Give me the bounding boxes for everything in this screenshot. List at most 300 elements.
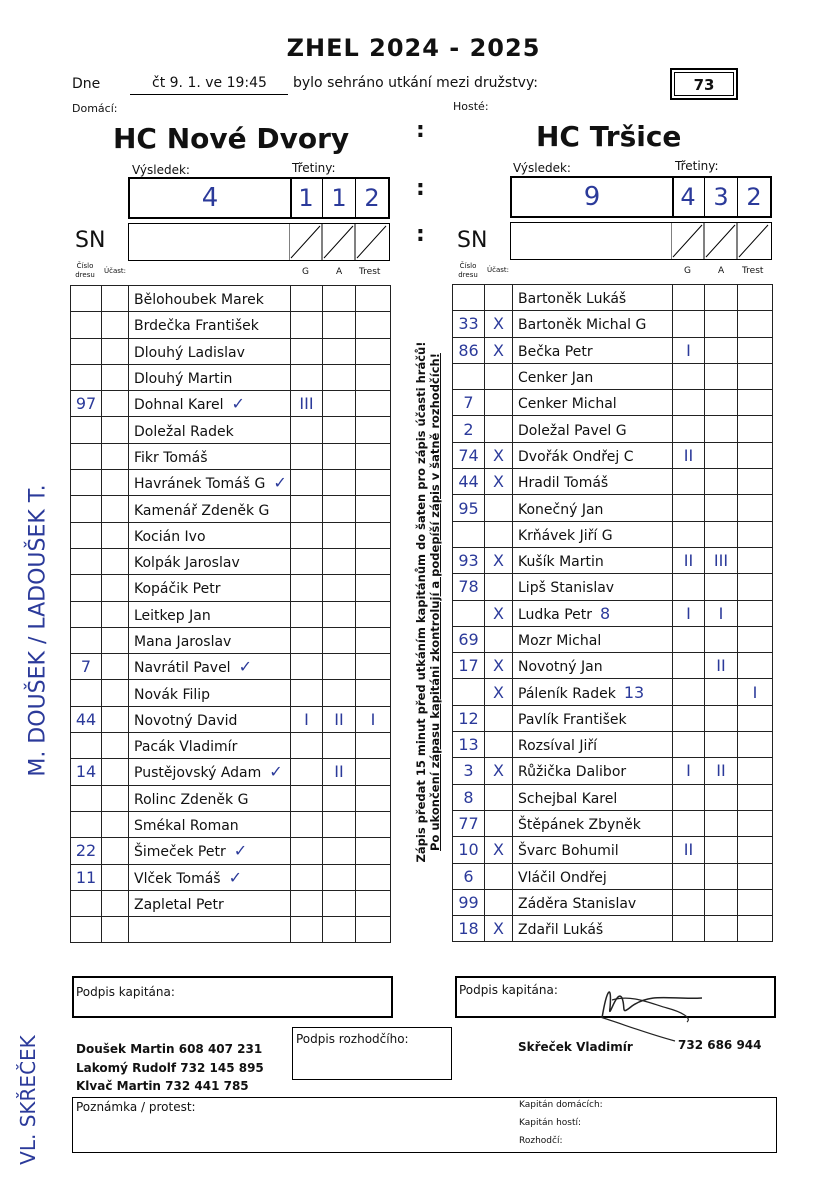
player-penalty[interactable] xyxy=(356,838,391,864)
home-captain-signature-box[interactable] xyxy=(72,976,393,1018)
player-participation[interactable] xyxy=(485,390,513,416)
player-number[interactable] xyxy=(453,285,485,311)
player-penalty[interactable] xyxy=(738,442,773,468)
player-assists[interactable]: I xyxy=(705,600,738,626)
player-penalty[interactable] xyxy=(738,916,773,942)
player-goals[interactable] xyxy=(291,864,323,890)
player-number[interactable] xyxy=(453,521,485,547)
player-goals[interactable] xyxy=(673,653,705,679)
player-goals[interactable] xyxy=(673,626,705,652)
player-number[interactable]: 11 xyxy=(71,864,102,890)
player-goals[interactable] xyxy=(291,496,323,522)
player-participation[interactable] xyxy=(485,495,513,521)
player-penalty[interactable] xyxy=(356,890,391,916)
player-participation[interactable] xyxy=(102,443,129,469)
player-participation[interactable] xyxy=(102,496,129,522)
player-name[interactable] xyxy=(129,443,291,469)
player-name[interactable] xyxy=(129,470,291,496)
player-penalty[interactable] xyxy=(738,416,773,442)
player-name[interactable] xyxy=(129,548,291,574)
player-number[interactable] xyxy=(71,680,102,706)
player-penalty[interactable] xyxy=(356,627,391,653)
player-penalty[interactable] xyxy=(356,575,391,601)
player-goals[interactable] xyxy=(291,548,323,574)
player-name[interactable] xyxy=(129,811,291,837)
player-assists[interactable] xyxy=(323,470,356,496)
player-goals[interactable]: II xyxy=(673,547,705,573)
player-penalty[interactable] xyxy=(356,470,391,496)
player-assists[interactable] xyxy=(705,390,738,416)
player-name[interactable] xyxy=(129,575,291,601)
player-participation[interactable]: X xyxy=(485,337,513,363)
player-number[interactable] xyxy=(71,601,102,627)
player-assists[interactable] xyxy=(323,338,356,364)
player-goals[interactable] xyxy=(291,733,323,759)
player-penalty[interactable] xyxy=(356,286,391,312)
player-number[interactable]: 74 xyxy=(453,442,485,468)
player-number[interactable] xyxy=(71,627,102,653)
player-penalty[interactable] xyxy=(738,495,773,521)
player-assists[interactable] xyxy=(705,469,738,495)
player-assists[interactable] xyxy=(323,391,356,417)
player-penalty[interactable] xyxy=(356,785,391,811)
player-goals[interactable] xyxy=(291,785,323,811)
player-assists[interactable] xyxy=(705,574,738,600)
player-assists[interactable] xyxy=(705,337,738,363)
player-number[interactable] xyxy=(71,443,102,469)
player-goals[interactable] xyxy=(291,601,323,627)
player-penalty[interactable] xyxy=(738,521,773,547)
player-number[interactable] xyxy=(71,890,102,916)
player-penalty[interactable] xyxy=(738,837,773,863)
player-participation[interactable] xyxy=(485,626,513,652)
player-participation[interactable]: X xyxy=(485,837,513,863)
player-goals[interactable] xyxy=(673,863,705,889)
player-participation[interactable] xyxy=(102,759,129,785)
player-number[interactable]: 69 xyxy=(453,626,485,652)
player-number[interactable]: 3 xyxy=(453,758,485,784)
player-number[interactable] xyxy=(71,470,102,496)
player-penalty[interactable] xyxy=(738,626,773,652)
player-participation[interactable] xyxy=(485,863,513,889)
player-participation[interactable]: X xyxy=(485,600,513,626)
player-goals[interactable] xyxy=(291,443,323,469)
player-goals[interactable] xyxy=(673,495,705,521)
player-goals[interactable] xyxy=(291,575,323,601)
player-assists[interactable]: II xyxy=(323,759,356,785)
player-participation[interactable] xyxy=(485,363,513,389)
player-goals[interactable]: I xyxy=(291,706,323,732)
player-assists[interactable] xyxy=(705,863,738,889)
player-goals[interactable] xyxy=(673,916,705,942)
player-number[interactable] xyxy=(453,363,485,389)
player-penalty[interactable]: I xyxy=(738,679,773,705)
player-participation[interactable] xyxy=(102,417,129,443)
player-assists[interactable] xyxy=(323,917,356,943)
player-penalty[interactable] xyxy=(356,864,391,890)
player-name[interactable] xyxy=(513,889,673,915)
player-penalty[interactable] xyxy=(356,364,391,390)
player-goals[interactable] xyxy=(291,890,323,916)
player-name[interactable] xyxy=(129,654,291,680)
player-number[interactable] xyxy=(71,811,102,837)
player-name[interactable] xyxy=(513,521,673,547)
player-name[interactable] xyxy=(129,286,291,312)
player-assists[interactable] xyxy=(323,680,356,706)
player-penalty[interactable] xyxy=(738,705,773,731)
player-number[interactable] xyxy=(71,917,102,943)
player-name[interactable] xyxy=(129,706,291,732)
player-assists[interactable] xyxy=(323,654,356,680)
player-number[interactable] xyxy=(71,575,102,601)
player-participation[interactable] xyxy=(102,654,129,680)
player-penalty[interactable] xyxy=(738,889,773,915)
player-name[interactable] xyxy=(129,733,291,759)
player-assists[interactable] xyxy=(323,443,356,469)
player-name[interactable] xyxy=(513,837,673,863)
player-goals[interactable] xyxy=(291,417,323,443)
player-number[interactable]: 97 xyxy=(71,391,102,417)
player-goals[interactable]: III xyxy=(291,391,323,417)
player-assists[interactable]: II xyxy=(705,653,738,679)
player-participation[interactable] xyxy=(102,470,129,496)
player-name[interactable] xyxy=(513,600,673,626)
player-number[interactable] xyxy=(71,522,102,548)
player-assists[interactable] xyxy=(323,890,356,916)
player-participation[interactable] xyxy=(102,917,129,943)
player-name[interactable] xyxy=(129,917,291,943)
player-number[interactable]: 8 xyxy=(453,784,485,810)
player-goals[interactable] xyxy=(673,521,705,547)
player-number[interactable]: 18 xyxy=(453,916,485,942)
player-name[interactable] xyxy=(513,285,673,311)
player-participation[interactable] xyxy=(485,416,513,442)
player-penalty[interactable] xyxy=(356,917,391,943)
player-assists[interactable] xyxy=(323,312,356,338)
player-assists[interactable] xyxy=(705,495,738,521)
player-goals[interactable] xyxy=(673,889,705,915)
player-number[interactable] xyxy=(71,785,102,811)
player-assists[interactable] xyxy=(323,785,356,811)
player-name[interactable] xyxy=(513,863,673,889)
player-name[interactable] xyxy=(513,705,673,731)
player-number[interactable] xyxy=(71,496,102,522)
player-name[interactable] xyxy=(129,627,291,653)
player-name[interactable] xyxy=(129,890,291,916)
player-participation[interactable] xyxy=(102,864,129,890)
player-number[interactable]: 22 xyxy=(71,838,102,864)
player-name[interactable] xyxy=(513,653,673,679)
player-penalty[interactable] xyxy=(738,653,773,679)
player-penalty[interactable] xyxy=(738,863,773,889)
player-number[interactable]: 12 xyxy=(453,705,485,731)
player-participation[interactable] xyxy=(485,574,513,600)
player-name[interactable] xyxy=(513,337,673,363)
player-name[interactable] xyxy=(513,311,673,337)
player-participation[interactable] xyxy=(485,732,513,758)
player-assists[interactable] xyxy=(705,363,738,389)
player-goals[interactable]: I xyxy=(673,337,705,363)
player-goals[interactable] xyxy=(291,654,323,680)
player-assists[interactable]: II xyxy=(323,706,356,732)
player-name[interactable] xyxy=(129,496,291,522)
player-goals[interactable] xyxy=(291,680,323,706)
player-name[interactable] xyxy=(513,916,673,942)
player-number[interactable]: 10 xyxy=(453,837,485,863)
player-participation[interactable] xyxy=(102,575,129,601)
player-penalty[interactable] xyxy=(356,443,391,469)
player-number[interactable]: 95 xyxy=(453,495,485,521)
player-name[interactable] xyxy=(513,758,673,784)
player-name[interactable] xyxy=(513,416,673,442)
player-name[interactable] xyxy=(513,626,673,652)
player-penalty[interactable]: I xyxy=(356,706,391,732)
player-assists[interactable] xyxy=(323,548,356,574)
player-assists[interactable] xyxy=(705,442,738,468)
player-number[interactable]: 44 xyxy=(453,469,485,495)
player-goals[interactable] xyxy=(291,811,323,837)
player-participation[interactable] xyxy=(102,286,129,312)
player-goals[interactable]: I xyxy=(673,758,705,784)
player-penalty[interactable] xyxy=(738,600,773,626)
player-number[interactable] xyxy=(71,364,102,390)
player-name[interactable] xyxy=(129,522,291,548)
player-participation[interactable] xyxy=(485,521,513,547)
player-name[interactable] xyxy=(129,838,291,864)
player-participation[interactable]: X xyxy=(485,679,513,705)
player-number[interactable]: 93 xyxy=(453,547,485,573)
player-participation[interactable] xyxy=(485,784,513,810)
player-participation[interactable] xyxy=(485,889,513,915)
player-number[interactable]: 33 xyxy=(453,311,485,337)
away-captain-signature-box[interactable] xyxy=(455,976,776,1018)
player-penalty[interactable] xyxy=(738,810,773,836)
player-penalty[interactable] xyxy=(738,784,773,810)
player-participation[interactable] xyxy=(102,706,129,732)
player-name[interactable] xyxy=(513,495,673,521)
player-goals[interactable] xyxy=(673,416,705,442)
player-goals[interactable] xyxy=(673,732,705,758)
player-goals[interactable] xyxy=(673,469,705,495)
referee-signature-box[interactable] xyxy=(292,1027,452,1080)
player-participation[interactable] xyxy=(102,811,129,837)
player-assists[interactable]: II xyxy=(705,758,738,784)
player-name[interactable] xyxy=(513,732,673,758)
player-assists[interactable] xyxy=(705,626,738,652)
player-number[interactable] xyxy=(71,312,102,338)
player-participation[interactable] xyxy=(102,548,129,574)
player-assists[interactable] xyxy=(705,679,738,705)
player-participation[interactable] xyxy=(102,733,129,759)
player-participation[interactable] xyxy=(485,810,513,836)
player-penalty[interactable] xyxy=(738,758,773,784)
player-assists[interactable] xyxy=(705,705,738,731)
player-participation[interactable] xyxy=(102,838,129,864)
player-assists[interactable]: III xyxy=(705,547,738,573)
player-goals[interactable] xyxy=(673,679,705,705)
player-penalty[interactable] xyxy=(738,285,773,311)
player-participation[interactable]: X xyxy=(485,916,513,942)
player-number[interactable] xyxy=(71,338,102,364)
player-penalty[interactable] xyxy=(738,363,773,389)
player-participation[interactable] xyxy=(102,522,129,548)
player-assists[interactable] xyxy=(705,521,738,547)
player-penalty[interactable] xyxy=(356,733,391,759)
player-number[interactable]: 78 xyxy=(453,574,485,600)
player-name[interactable] xyxy=(129,364,291,390)
player-name[interactable] xyxy=(129,864,291,890)
player-goals[interactable] xyxy=(673,784,705,810)
player-number[interactable]: 13 xyxy=(453,732,485,758)
note-protest-box[interactable] xyxy=(72,1097,777,1153)
player-name[interactable] xyxy=(513,679,673,705)
player-number[interactable]: 7 xyxy=(453,390,485,416)
player-penalty[interactable] xyxy=(356,548,391,574)
player-assists[interactable] xyxy=(323,601,356,627)
player-number[interactable]: 17 xyxy=(453,653,485,679)
player-penalty[interactable] xyxy=(738,469,773,495)
player-assists[interactable] xyxy=(323,286,356,312)
player-penalty[interactable] xyxy=(356,391,391,417)
player-participation[interactable] xyxy=(102,601,129,627)
player-name[interactable] xyxy=(513,574,673,600)
player-participation[interactable]: X xyxy=(485,653,513,679)
player-goals[interactable] xyxy=(291,470,323,496)
player-goals[interactable] xyxy=(291,364,323,390)
player-assists[interactable] xyxy=(323,838,356,864)
player-name[interactable] xyxy=(513,810,673,836)
player-name[interactable] xyxy=(129,680,291,706)
player-number[interactable] xyxy=(71,286,102,312)
player-name[interactable] xyxy=(129,391,291,417)
player-name[interactable] xyxy=(513,390,673,416)
player-participation[interactable] xyxy=(485,705,513,731)
player-name[interactable] xyxy=(513,784,673,810)
player-number[interactable] xyxy=(71,417,102,443)
player-assists[interactable] xyxy=(705,732,738,758)
player-number[interactable]: 99 xyxy=(453,889,485,915)
player-assists[interactable] xyxy=(323,627,356,653)
player-participation[interactable]: X xyxy=(485,311,513,337)
player-penalty[interactable] xyxy=(356,601,391,627)
player-penalty[interactable] xyxy=(356,522,391,548)
player-participation[interactable] xyxy=(102,890,129,916)
player-number[interactable] xyxy=(453,679,485,705)
player-number[interactable]: 14 xyxy=(71,759,102,785)
player-name[interactable] xyxy=(513,469,673,495)
player-assists[interactable] xyxy=(323,364,356,390)
player-penalty[interactable] xyxy=(356,496,391,522)
player-name[interactable] xyxy=(129,417,291,443)
player-name[interactable] xyxy=(129,601,291,627)
player-goals[interactable] xyxy=(673,311,705,337)
player-participation[interactable] xyxy=(102,680,129,706)
player-penalty[interactable] xyxy=(738,732,773,758)
player-goals[interactable] xyxy=(673,574,705,600)
player-goals[interactable] xyxy=(291,917,323,943)
player-participation[interactable] xyxy=(102,785,129,811)
player-name[interactable] xyxy=(129,785,291,811)
player-goals[interactable]: II xyxy=(673,837,705,863)
player-goals[interactable] xyxy=(673,390,705,416)
player-goals[interactable] xyxy=(291,286,323,312)
player-participation[interactable] xyxy=(485,285,513,311)
player-goals[interactable] xyxy=(291,838,323,864)
player-number[interactable]: 77 xyxy=(453,810,485,836)
player-number[interactable]: 86 xyxy=(453,337,485,363)
player-assists[interactable] xyxy=(323,522,356,548)
player-name[interactable] xyxy=(513,442,673,468)
player-penalty[interactable] xyxy=(356,338,391,364)
player-goals[interactable] xyxy=(291,338,323,364)
player-participation[interactable] xyxy=(102,364,129,390)
player-name[interactable] xyxy=(129,759,291,785)
player-participation[interactable]: X xyxy=(485,758,513,784)
player-penalty[interactable] xyxy=(738,337,773,363)
player-participation[interactable] xyxy=(102,627,129,653)
player-assists[interactable] xyxy=(705,311,738,337)
player-penalty[interactable] xyxy=(356,312,391,338)
player-assists[interactable] xyxy=(705,285,738,311)
player-name[interactable] xyxy=(513,363,673,389)
player-participation[interactable] xyxy=(102,312,129,338)
player-number[interactable]: 7 xyxy=(71,654,102,680)
player-penalty[interactable] xyxy=(356,654,391,680)
player-assists[interactable] xyxy=(323,417,356,443)
player-number[interactable] xyxy=(71,733,102,759)
player-penalty[interactable] xyxy=(738,574,773,600)
player-assists[interactable] xyxy=(323,864,356,890)
player-goals[interactable] xyxy=(673,363,705,389)
player-participation[interactable]: X xyxy=(485,442,513,468)
player-assists[interactable] xyxy=(705,416,738,442)
player-penalty[interactable] xyxy=(356,680,391,706)
player-goals[interactable] xyxy=(673,810,705,836)
player-assists[interactable] xyxy=(705,810,738,836)
player-participation[interactable] xyxy=(102,391,129,417)
player-number[interactable] xyxy=(71,548,102,574)
player-assists[interactable] xyxy=(323,496,356,522)
player-number[interactable]: 6 xyxy=(453,863,485,889)
player-goals[interactable] xyxy=(291,522,323,548)
player-penalty[interactable] xyxy=(356,417,391,443)
player-assists[interactable] xyxy=(705,837,738,863)
player-participation[interactable]: X xyxy=(485,547,513,573)
player-name[interactable] xyxy=(513,547,673,573)
player-penalty[interactable] xyxy=(738,390,773,416)
player-penalty[interactable] xyxy=(738,311,773,337)
player-number[interactable] xyxy=(453,600,485,626)
player-goals[interactable]: I xyxy=(673,600,705,626)
player-goals[interactable] xyxy=(673,285,705,311)
player-assists[interactable] xyxy=(705,784,738,810)
player-number[interactable]: 44 xyxy=(71,706,102,732)
player-assists[interactable] xyxy=(323,811,356,837)
player-goals[interactable] xyxy=(291,312,323,338)
player-goals[interactable]: II xyxy=(673,442,705,468)
player-assists[interactable] xyxy=(323,575,356,601)
player-number[interactable]: 2 xyxy=(453,416,485,442)
player-assists[interactable] xyxy=(705,889,738,915)
player-goals[interactable] xyxy=(673,705,705,731)
player-penalty[interactable] xyxy=(356,811,391,837)
player-penalty[interactable] xyxy=(356,759,391,785)
player-assists[interactable] xyxy=(323,733,356,759)
player-participation[interactable] xyxy=(102,338,129,364)
player-goals[interactable] xyxy=(291,759,323,785)
player-name[interactable] xyxy=(129,312,291,338)
player-penalty[interactable] xyxy=(738,547,773,573)
